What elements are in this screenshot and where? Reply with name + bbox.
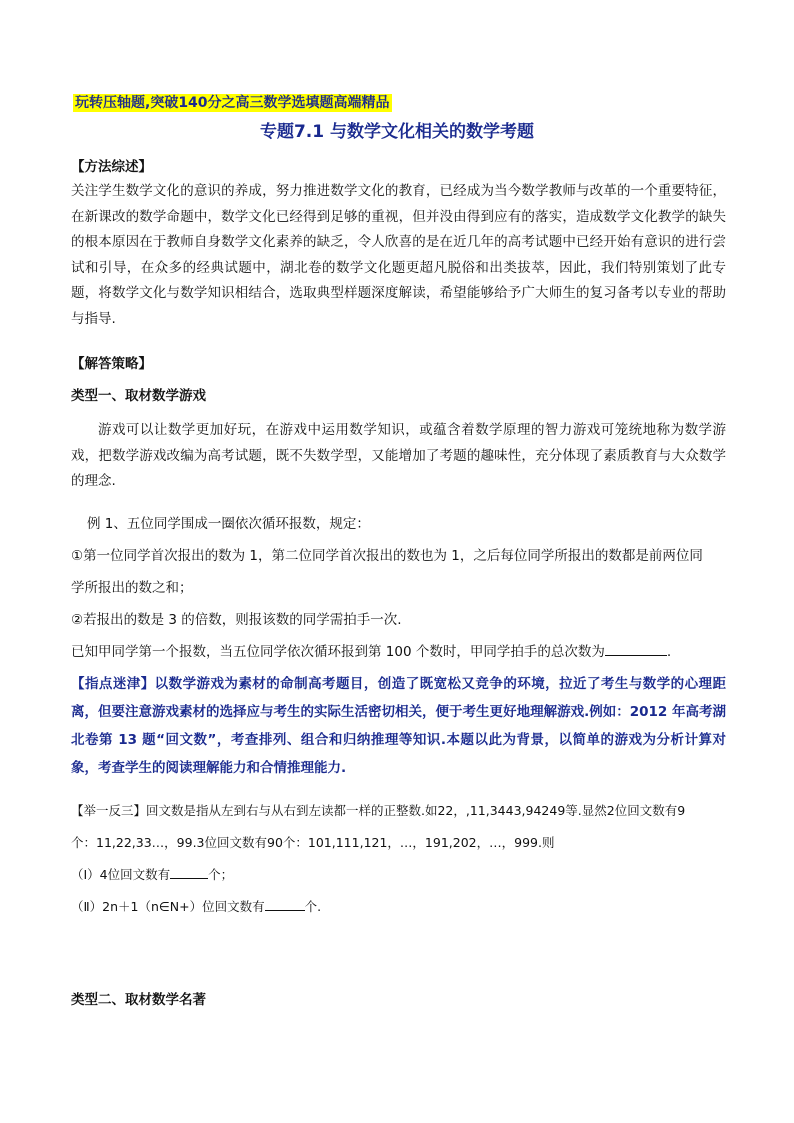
type1-heading: 类型一、取材数学游戏 <box>71 388 206 404</box>
practice-question-2-end: 个. <box>304 899 322 914</box>
practice-question-2-text: （Ⅱ）2n＋1（n∈N+）位回文数有 <box>71 899 265 914</box>
page-title: 专题7.1 与数学文化相关的数学考题 <box>259 122 535 142</box>
rule-1-line-b: 学所报出的数之和； <box>71 580 193 596</box>
practice-question-1-end: 个； <box>208 867 234 882</box>
method-heading: 【方法综述】 <box>71 159 152 175</box>
type1-intro: 游戏可以让数学更加好玩，在游戏中运用数学知识，或蕴含着数学原理的智力游戏可笼统地称为数学游戏，把数学游戏改编为高考试题，既不失数学型，又能增加了考题的趣味性，充分体现了素质教育与大众数学的理念. <box>71 422 726 489</box>
practice-question-2 <box>71 898 731 916</box>
method-body: 关注学生数学文化的意识的养成，努力推进数学文化的教育，已经成为当今数学教师与改革的一个重要特征，在新课改的数学命题中，数学文化已经得到足够的重视，但并没由得到应有的落实，造成数学文化教学的缺失的根本原因在于教师自身数学文化素养的缺乏，令人欣喜的是在近几年的高考试题中已经开始有意识的进行尝试和引导，在众多的经典试题中，湖北卷的数学文化题更超凡脱俗和出类拔萃，因此，我们特别策划了此专题，将数学文化与数学知识相结合，选取典型样题深度解读，希望能够给予广大师生的复习备考以专业的帮助与指导. <box>71 183 726 327</box>
series-banner: 玩转压轴题,突破140分之高三数学选填题高端精品 <box>75 95 390 111</box>
practice-line-b: 个：11,22,33…，99.3位回文数有90个：101,111,121，…，191,202，…，999.则 <box>71 835 555 850</box>
example-question <box>71 643 731 661</box>
practice-question-1 <box>71 866 731 884</box>
answer-blank[interactable] <box>605 643 667 656</box>
rule-2-line: ②若报出的数是 3 的倍数，则报该数的同学需拍手一次. <box>71 612 402 628</box>
example-question-text: 已知甲同学第一个报数，当五位同学依次循环报到第 100 个数时，甲同学拍手的总次数为 <box>71 644 605 660</box>
type2-heading: 类型二、取材数学名著 <box>71 992 206 1008</box>
practice-line-a: 【举一反三】回文数是指从左到右与从右到左读都一样的正整数.如22，,11,3443,94249等.显然2位回文数有9 <box>71 803 686 818</box>
example-1-line: 例 1、五位同学围成一圈依次循环报数，规定： <box>87 516 370 532</box>
rule-1-line-a: ①第一位同学首次报出的数为 1，第二位同学首次报出的数也为 1，之后每位同学所报出的数都是前两位同 <box>71 548 703 564</box>
answer-blank-2[interactable] <box>265 898 305 911</box>
tip-paragraph: 【指点迷津】以数学游戏为素材的命制高考题目，创造了既宽松又竞争的环境，拉近了考生与数学的心理距离，但要注意游戏素材的选择应与考生的实际生活密切相关，便于考生更好地理解游戏.例如：2012 年高考湖北卷第 13 题“回文数”，考查排列、组合和归纳推理等知识.本题以此为背景，以简单的游戏为分析计算对象，考查学生的阅读理解能力和合情推理能力. <box>71 676 726 776</box>
practice-question-1-text: （Ⅰ）4位回文数有 <box>71 867 171 882</box>
answer-blank-1[interactable] <box>170 866 208 879</box>
strategy-heading: 【解答策略】 <box>71 356 152 372</box>
example-question-end: . <box>666 644 672 660</box>
